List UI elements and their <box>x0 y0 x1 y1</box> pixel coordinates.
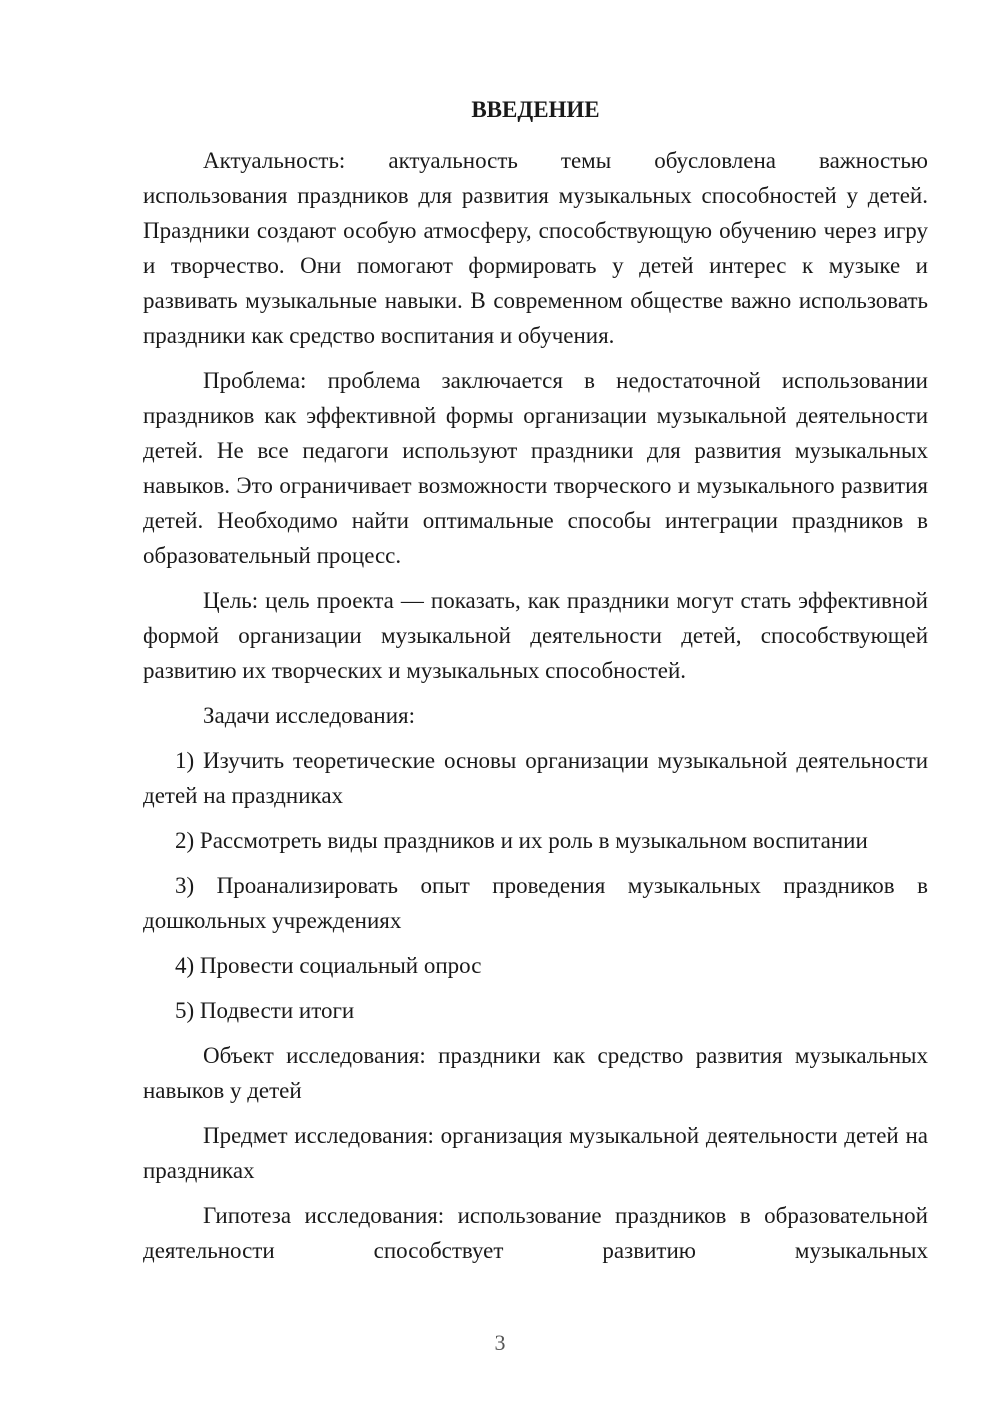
paragraph-problem: Проблема: проблема заключается в недостаточной использовании праздников как эффективной формы организации музыкальной деятельности детей. Не все педагоги используют праздники для развития музыкальных навыков. Это ограничивает возможности творческого и музыкального развития детей. Необходимо найти оптимальные способы интеграции праздников в образовательный процесс. <box>143 368 928 568</box>
task-item-3: 3) Проанализировать опыт проведения музыкальных праздников в дошкольных учреждениях <box>143 873 928 933</box>
page-number: 3 <box>494 1330 506 1355</box>
paragraph-goal: Цель: цель проекта — показать, как праздники могут стать эффективной формой организации музыкальной деятельности детей, способствующей развитию их творческих и музыкальных способностей. <box>143 588 928 683</box>
paragraph-subject: Предмет исследования: организация музыкальной деятельности детей на праздниках <box>143 1123 928 1183</box>
document-page <box>143 92 928 1278</box>
task-item-2: 2) Рассмотреть виды праздников и их роль в музыкальном воспитании <box>175 828 868 853</box>
paragraph-tasks-heading: Задачи исследования: <box>203 703 416 728</box>
task-item-5: 5) Подвести итоги <box>175 998 355 1023</box>
paragraph-hypothesis: Гипотеза исследования: использование праздников в образовательной деятельности способствует развитию музыкальных <box>143 1203 928 1263</box>
paragraph-object: Объект исследования: праздники как средство развития музыкальных навыков у детей <box>143 1043 928 1103</box>
section-title: ВВЕДЕНИЕ <box>471 97 600 122</box>
task-item-4: 4) Провести социальный опрос <box>175 953 482 978</box>
paragraph-relevance: Актуальность: актуальность темы обусловлена важностью использования праздников для развития музыкальных способностей у детей. Праздники создают особую атмосферу, способствующую обучению через игру и творчество. Они помогают формировать у детей интерес к музыке и развивать музыкальные навыки. В современном обществе важно использовать праздники как средство воспитания и обучения. <box>143 148 928 348</box>
task-item-1: 1) Изучить теоретические основы организации музыкальной деятельности детей на праздниках <box>143 748 928 808</box>
